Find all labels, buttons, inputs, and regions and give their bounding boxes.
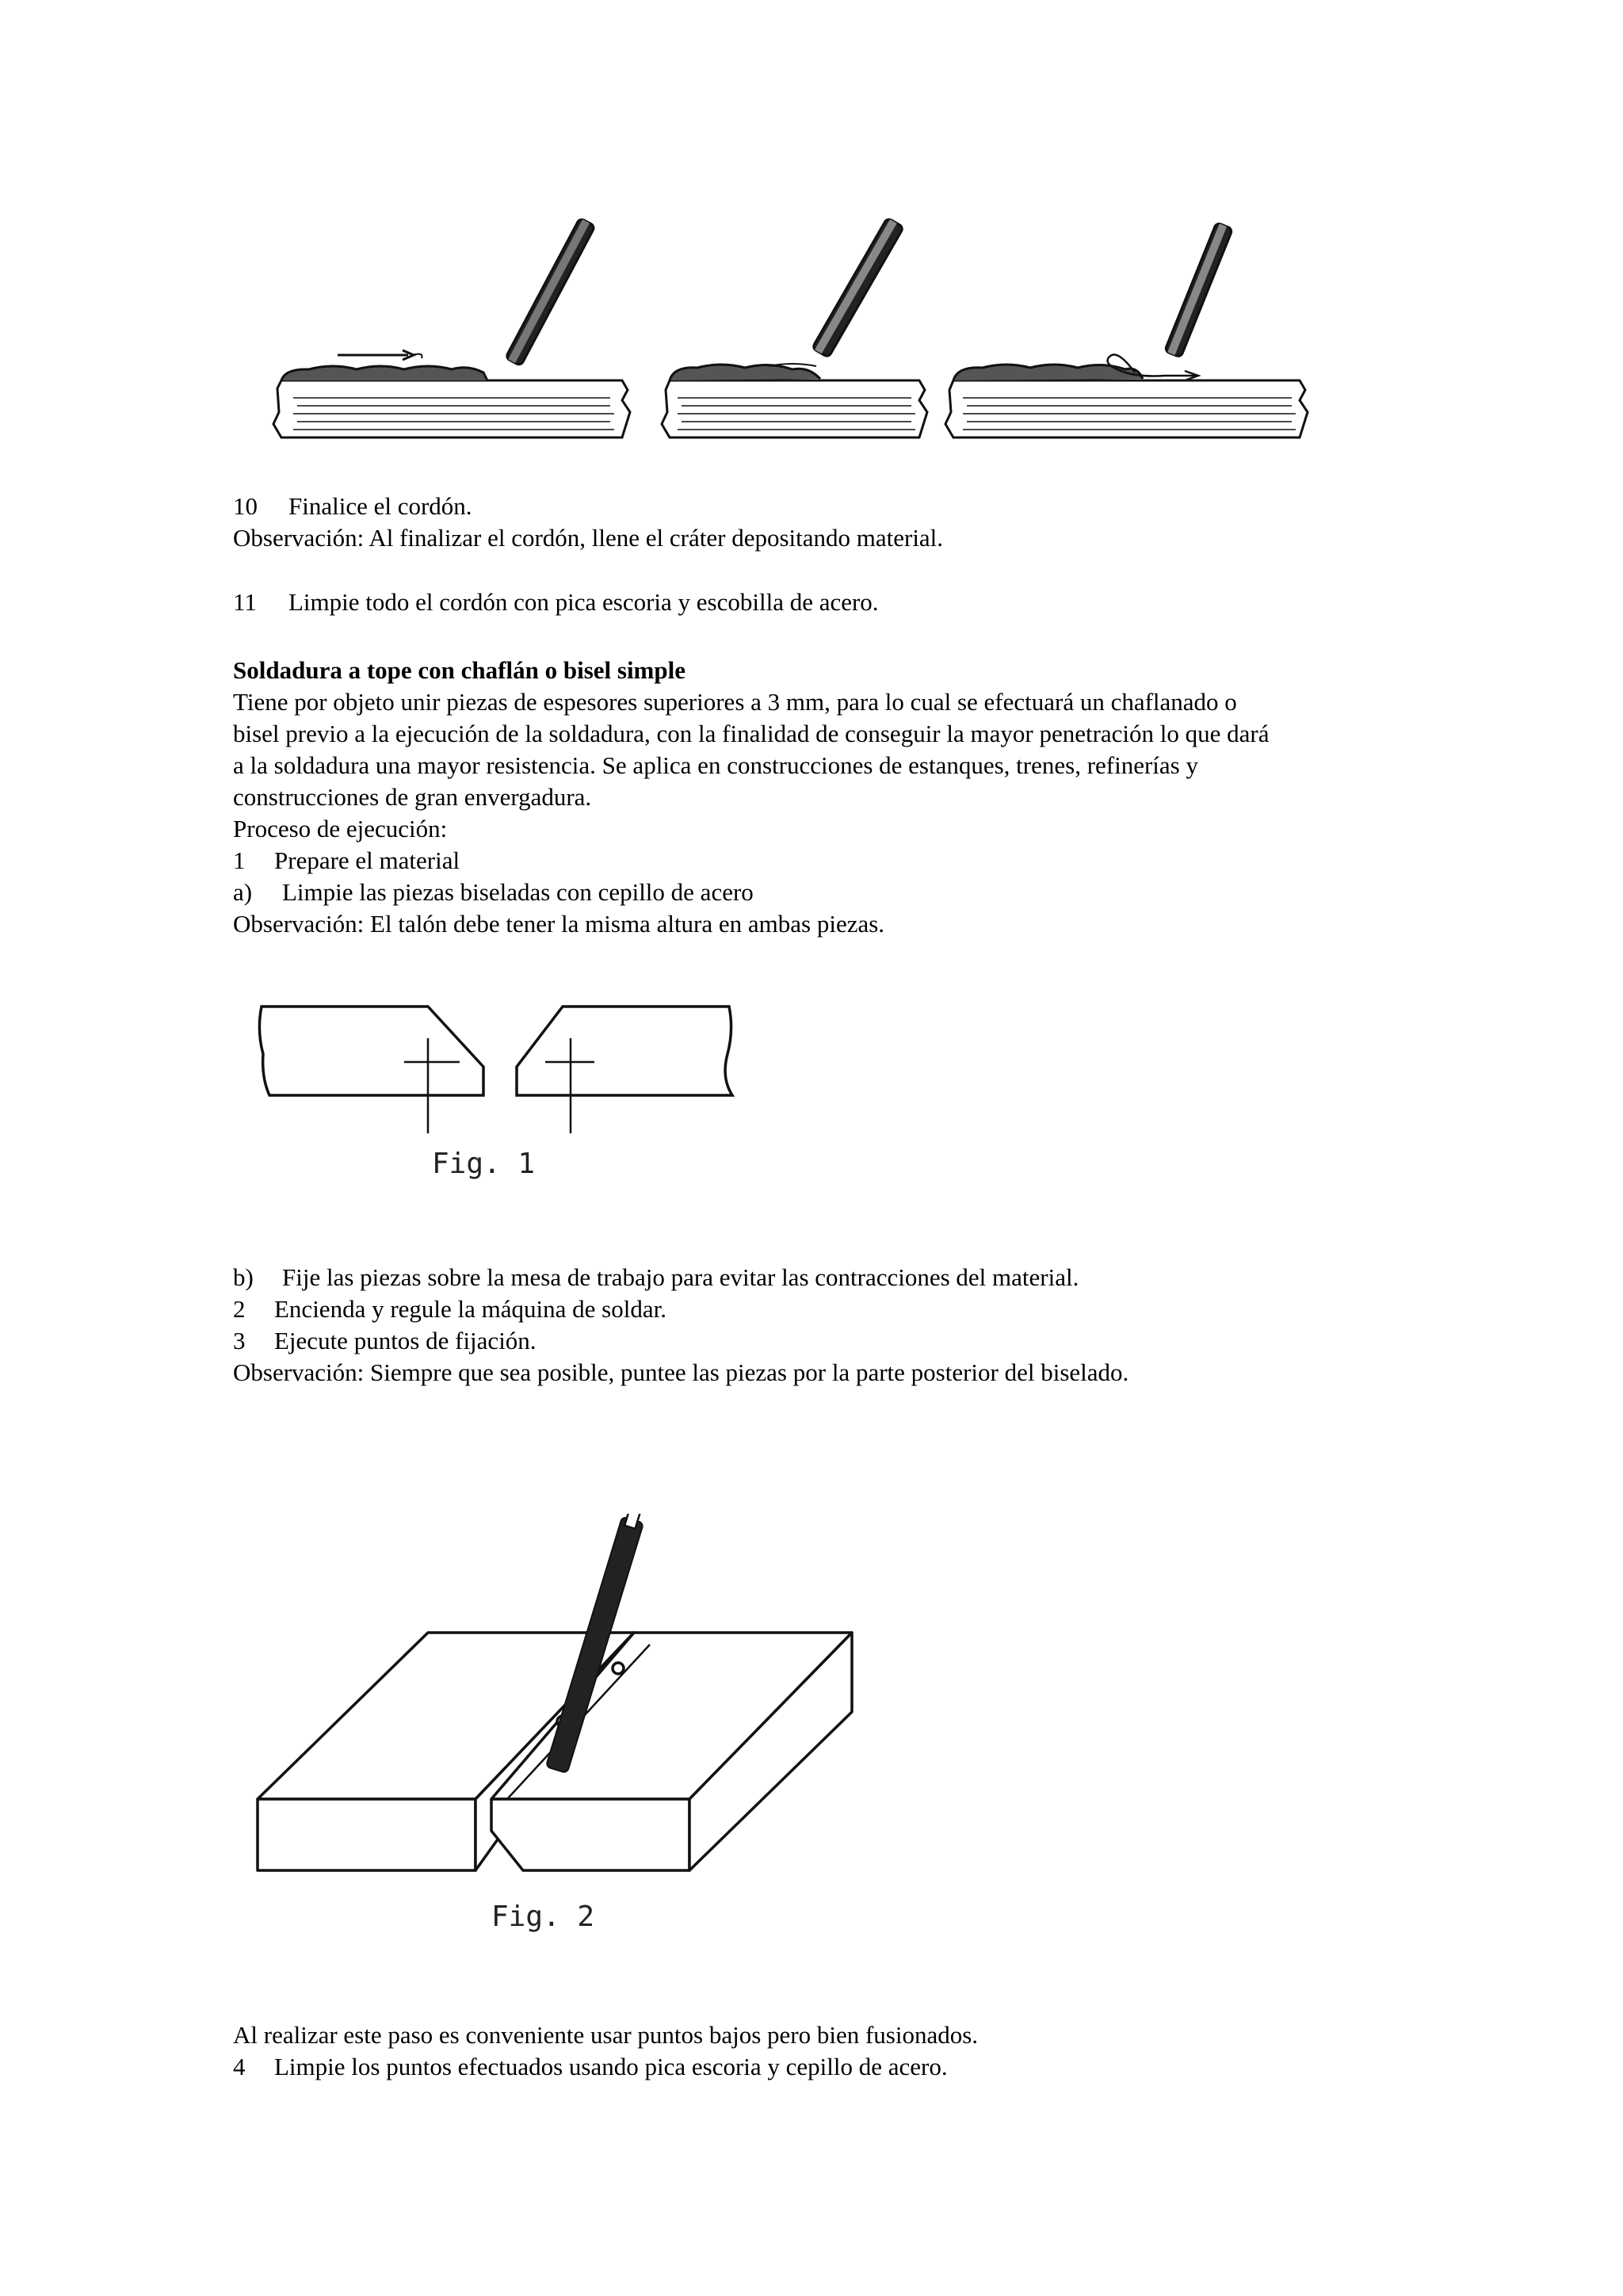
- observation-1: Observación: El talón debe tener la misma altura en ambas piezas.: [233, 910, 885, 938]
- process-label: Proceso de ejecución:: [233, 815, 448, 842]
- step-10: 10 Finalice el cordón.: [233, 492, 472, 520]
- weld-stage-2: [662, 218, 927, 437]
- observation-3: Observación: Siempre que sea posible, puntee las piezas por la parte posterior del biselado.: [233, 1358, 1129, 1386]
- figure-1-caption: Fig. 1: [432, 1148, 536, 1180]
- weld-stage-3: [945, 223, 1308, 437]
- step-1a: a) Limpie las piezas biseladas con cepillo de acero: [233, 878, 754, 906]
- step-2: 2 Encienda y regule la máquina de soldar.: [233, 1295, 666, 1323]
- section-title: Soldadura a tope con chaflán o bisel simple: [233, 656, 685, 684]
- weld-stage-1: [273, 218, 630, 437]
- paragraph-line-4: construcciones de gran envergadura.: [233, 783, 592, 811]
- observation-10: Observación: Al finalizar el cordón, llene el cráter depositando material.: [233, 524, 944, 552]
- step-4: 4 Limpie los puntos efectuados usando pica escoria y cepillo de acero.: [233, 2053, 948, 2080]
- weld-finish-figure: [262, 182, 1371, 483]
- step-b: b) Fije las piezas sobre la mesa de trabajo para evitar las contracciones del material.: [233, 1263, 1079, 1291]
- figure-2-caption: Fig. 2: [491, 1901, 595, 1933]
- paragraph-line-3: a la soldadura una mayor resistencia. Se aplica en construcciones de estanques, trenes, refinerías y: [233, 751, 1198, 779]
- tack-welding-figure: [246, 1514, 880, 1942]
- paragraph-line-1: Tiene por objeto unir piezas de espesores superiores a 3 mm, para lo cual se efectuará un chaflanado o: [233, 688, 1237, 716]
- step-11: 11 Limpie todo el cordón con pica escoria y escobilla de acero.: [233, 588, 879, 616]
- paragraph-line-2: bisel previo a la ejecución de la soldadura, con la finalidad de conseguir la mayor penetración lo que dará: [233, 720, 1270, 747]
- step-3: 3 Ejecute puntos de fijación.: [233, 1327, 537, 1354]
- note-line: Al realizar este paso es conveniente usar puntos bajos pero bien fusionados.: [233, 2021, 979, 2049]
- step-1: 1 Prepare el material: [233, 846, 460, 874]
